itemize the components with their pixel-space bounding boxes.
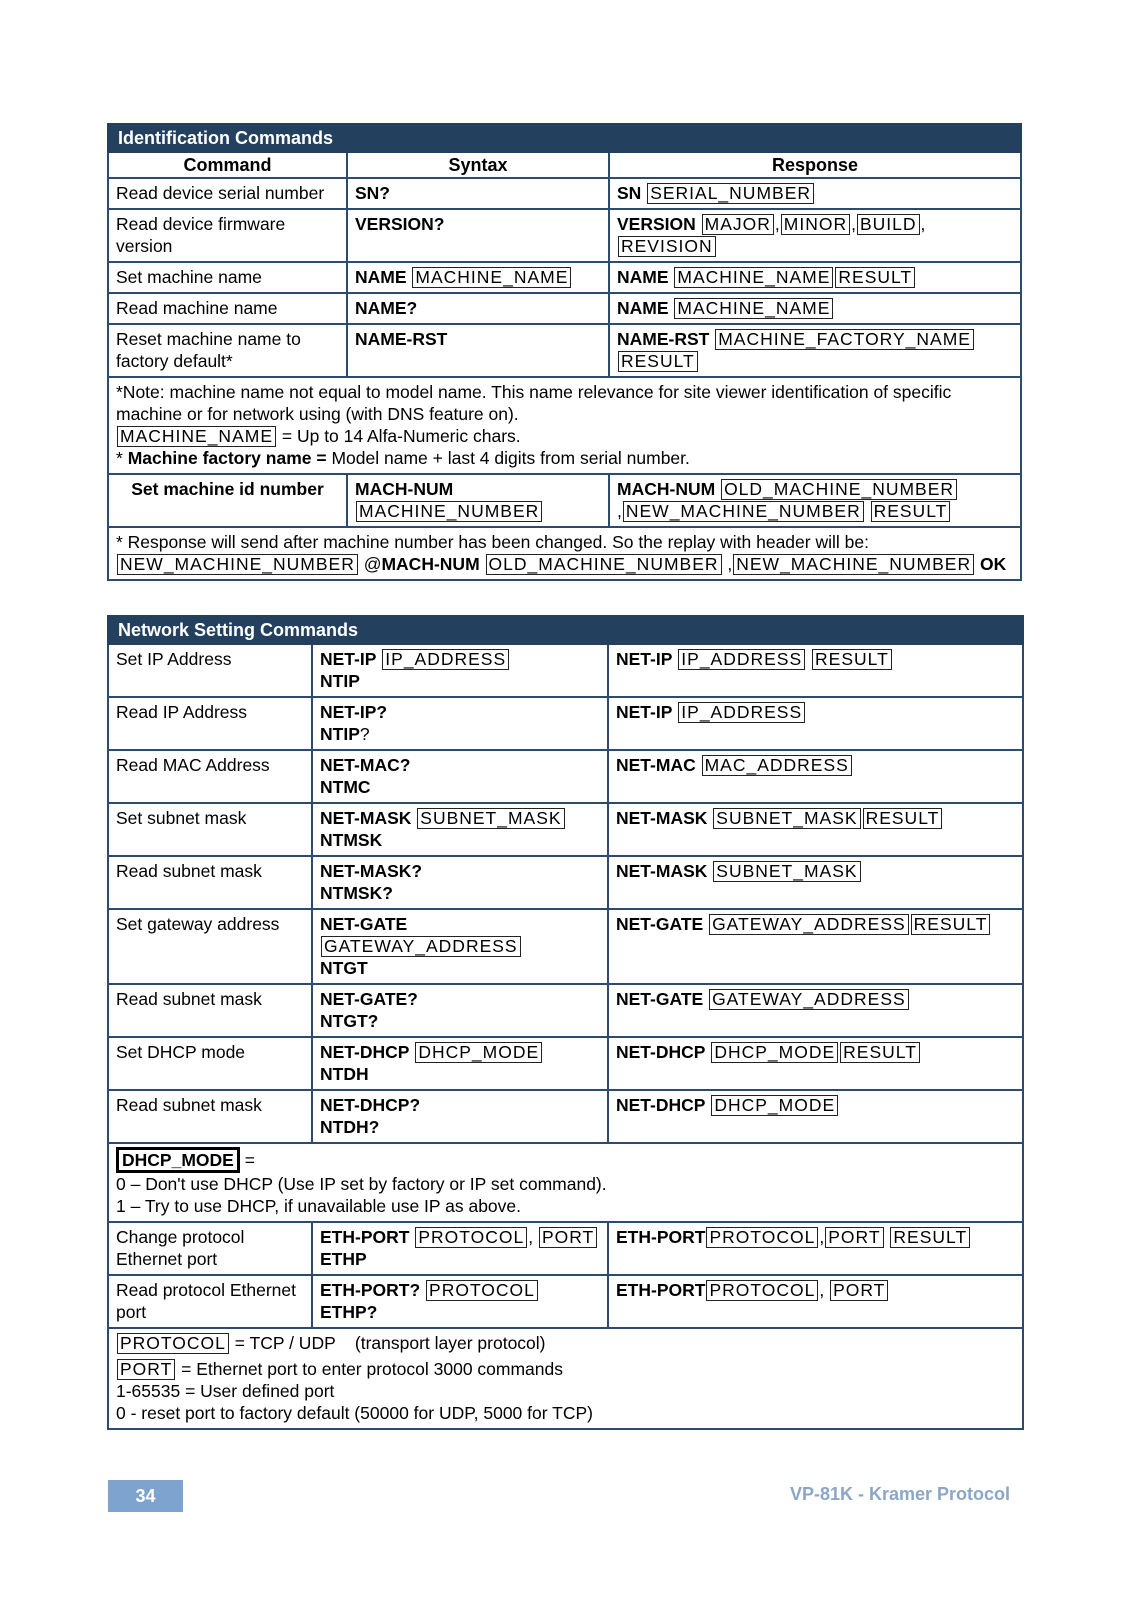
syntax-cell: [347, 474, 609, 527]
response-cell: [608, 803, 1023, 856]
note-desc: = TCP / UDP (transport layer protocol): [234, 1333, 546, 1353]
syntax-alias: NTIP: [320, 671, 360, 691]
command-cell: Read subnet mask: [108, 856, 312, 909]
response-keyword: NET-DHCP: [616, 1042, 706, 1062]
table-row: [108, 178, 1021, 209]
syntax-cell: SN?: [347, 178, 609, 209]
response-cell: [609, 262, 1021, 293]
table-row: [108, 324, 1021, 377]
response-keyword: NET-GATE: [616, 914, 704, 934]
param-box: OLD_MACHINE_NUMBER: [486, 554, 722, 575]
identification-commands-table: [107, 123, 1022, 581]
command-cell: Read protocol Ethernet port: [108, 1275, 312, 1328]
syntax-alias: ETHP: [320, 1249, 367, 1269]
note-text: 0 – Don't use DHCP (Use IP set by factory or IP set command).: [116, 1174, 607, 1194]
syntax-cell: [312, 803, 608, 856]
command-cell: Change protocol Ethernet port: [108, 1222, 312, 1275]
command-cell: Set gateway address: [108, 909, 312, 984]
table-row: [108, 262, 1021, 293]
syntax-keyword: NET-MASK?: [320, 861, 423, 881]
note-row: [108, 1143, 1023, 1222]
note-row: [108, 1328, 1023, 1429]
param-box: SERIAL_NUMBER: [647, 183, 814, 204]
note-desc: = Up to 14 Alfa-Numeric chars.: [281, 426, 521, 446]
syntax-alias: ETHP?: [320, 1302, 378, 1322]
table-row: [108, 909, 1023, 984]
syntax-alias: NTIP: [320, 724, 360, 744]
response-keyword: NET-DHCP: [616, 1095, 706, 1115]
note-desc: = Ethernet port to enter protocol 3000 commands: [181, 1359, 563, 1379]
command-cell: Read machine name: [108, 293, 347, 324]
command-cell: Read IP Address: [108, 697, 312, 750]
note-text: [116, 425, 1013, 447]
response-keyword: NET-GATE: [616, 989, 704, 1009]
syntax-keyword: NET-DHCP: [320, 1042, 410, 1062]
command-cell: Read subnet mask: [108, 1090, 312, 1143]
param-box: MACHINE_NAME: [674, 267, 833, 288]
syntax-keyword: NAME: [355, 267, 407, 287]
response-cell: ETH-PORT PROTOCOL , PORT RESULT: [608, 1222, 1023, 1275]
response-cell: [608, 750, 1023, 803]
syntax-keyword: MACH-NUM: [355, 479, 454, 499]
network-setting-commands-table: [107, 615, 1024, 1430]
param-box: PROTOCOL: [426, 1280, 538, 1301]
syntax-alias: NTDH?: [320, 1117, 380, 1137]
response-cell: VERSION MAJOR , MINOR , BUILD ,REVISION: [609, 209, 1021, 262]
response-cell: [609, 178, 1021, 209]
param-box: MINOR: [781, 214, 850, 235]
command-cell: Set DHCP mode: [108, 1037, 312, 1090]
response-keyword: MACH-NUM: [617, 479, 716, 499]
syntax-keyword: NET-DHCP?: [320, 1095, 421, 1115]
note-cell: [108, 527, 1021, 580]
syntax-cell: ETH-PORT PROTOCOL , PORT ETHP: [312, 1222, 608, 1275]
column-header-command: Command: [108, 152, 347, 178]
syntax-suffix: ?: [359, 724, 370, 744]
syntax-alias: NTMSK?: [320, 883, 393, 903]
response-cell: [609, 293, 1021, 324]
table-row: [108, 1222, 1023, 1275]
param-box: RESULT: [835, 267, 915, 288]
command-cell: Read device serial number: [108, 178, 347, 209]
note-cell: [108, 1143, 1023, 1222]
note-text: [116, 447, 1013, 469]
param-box: PROTOCOL: [415, 1227, 527, 1248]
table-row: [108, 209, 1021, 262]
page-number: 34: [108, 1480, 183, 1512]
param-box: DHCP_MODE: [116, 1147, 240, 1173]
table-row: [108, 1090, 1023, 1143]
note-text: * Response will send after machine number has been changed. So the replay with header will be:: [116, 532, 869, 552]
syntax-cell: [312, 644, 608, 697]
param-box: GATEWAY_ADDRESS: [709, 989, 909, 1010]
response-keyword: NAME: [617, 298, 669, 318]
param-box: MACHINE_NAME: [117, 426, 276, 447]
param-box: DHCP_MODE: [711, 1095, 838, 1116]
command-cell: Read subnet mask: [108, 984, 312, 1037]
param-box: SUBNET_MASK: [713, 861, 860, 882]
note-text: [116, 1332, 1015, 1354]
param-box: RESULT: [618, 351, 698, 372]
syntax-cell: [312, 750, 608, 803]
column-header-response: Response: [609, 152, 1021, 178]
param-box: RESULT: [812, 649, 892, 670]
syntax-alias: NTDH: [320, 1064, 369, 1084]
response-keyword: SN: [617, 183, 642, 203]
command-cell: Set machine id number: [108, 474, 347, 527]
note-text: [116, 1147, 1015, 1173]
response-cell: [608, 984, 1023, 1037]
column-header-syntax: Syntax: [347, 152, 609, 178]
note-bold: Machine factory name =: [127, 448, 327, 468]
syntax-keyword: NET-MAC?: [320, 755, 411, 775]
note-cell: [108, 377, 1021, 474]
param-box: BUILD: [857, 214, 920, 235]
param-box: SUBNET_MASK: [417, 808, 564, 829]
table-row: [108, 984, 1023, 1037]
syntax-cell: NAME?: [347, 293, 609, 324]
param-box: IP_ADDRESS: [382, 649, 509, 670]
response-cell: [608, 909, 1023, 984]
syntax-cell: [312, 697, 608, 750]
response-cell: [608, 644, 1023, 697]
equals-sign: =: [244, 1150, 255, 1170]
note-text: [116, 1358, 1015, 1380]
param-box: PROTOCOL: [117, 1333, 229, 1354]
response-keyword: ETH-PORT: [616, 1227, 706, 1247]
response-cell: ETH-PORT PROTOCOL , PORT: [608, 1275, 1023, 1328]
note-text: 0 - reset port to factory default (50000 for UDP, 5000 for TCP): [116, 1403, 593, 1423]
table-row: [108, 474, 1021, 527]
param-box: NEW_MACHINE_NUMBER: [733, 554, 974, 575]
table-title: Network Setting Commands: [108, 616, 1023, 644]
syntax-alias: NTMSK: [320, 830, 383, 850]
param-box: RESULT: [890, 1227, 970, 1248]
note-rest: Model name + last 4 digits from serial number.: [326, 448, 690, 468]
syntax-keyword: NET-IP: [320, 649, 377, 669]
syntax-cell: [312, 984, 608, 1037]
syntax-alias: NTMC: [320, 777, 371, 797]
param-box: MAJOR: [702, 214, 774, 235]
syntax-keyword: NET-GATE: [320, 914, 408, 934]
note-text: *Note: machine name not equal to model name. This name relevance for site viewer identification of specific machine or for network using (with DNS feature on).: [116, 382, 952, 424]
param-box: IP_ADDRESS: [678, 649, 805, 670]
response-keyword: NAME-RST: [617, 329, 710, 349]
param-box: MACHINE_NAME: [674, 298, 833, 319]
syntax-cell: [312, 1090, 608, 1143]
param-box: GATEWAY_ADDRESS: [321, 936, 521, 957]
table-row: [108, 856, 1023, 909]
response-cell: [609, 324, 1021, 377]
syntax-keyword: ETH-PORT: [320, 1227, 410, 1247]
response-cell: [608, 856, 1023, 909]
table-row: [108, 803, 1023, 856]
note-prefix: *: [116, 448, 128, 468]
note-text: NEW_MACHINE_NUMBER @MACH-NUM OLD_MACHINE_NUMBER , NEW_MACHINE_NUMBER OK: [116, 553, 1013, 575]
param-box: DHCP_MODE: [415, 1042, 542, 1063]
command-cell: Read device firmware version: [108, 209, 347, 262]
param-box: RESULT: [911, 914, 991, 935]
param-box: PORT: [825, 1227, 883, 1248]
param-box: MACHINE_FACTORY_NAME: [715, 329, 974, 350]
response-cell: MACH-NUM OLD_MACHINE_NUMBER , NEW_MACHINE_NUMBER RESULT: [609, 474, 1021, 527]
command-cell: Set IP Address: [108, 644, 312, 697]
syntax-cell: [312, 1275, 608, 1328]
table-row: [108, 750, 1023, 803]
param-box: OLD_MACHINE_NUMBER: [721, 479, 957, 500]
note-row: [108, 377, 1021, 474]
syntax-keyword: NET-GATE?: [320, 989, 418, 1009]
param-box: RESULT: [863, 808, 943, 829]
response-cell: [608, 1037, 1023, 1090]
syntax-alias: NTGT: [320, 958, 368, 978]
param-box: RESULT: [871, 501, 951, 522]
param-box: NEW_MACHINE_NUMBER: [623, 501, 864, 522]
response-keyword: VERSION: [617, 214, 696, 234]
command-cell: Set subnet mask: [108, 803, 312, 856]
param-box: SUBNET_MASK: [713, 808, 860, 829]
response-keyword: NET-IP: [616, 702, 673, 722]
syntax-cell: [347, 262, 609, 293]
param-box: PORT: [539, 1227, 597, 1248]
syntax-cell: [312, 1037, 608, 1090]
at-sign: @: [363, 554, 382, 574]
param-box: PORT: [117, 1359, 175, 1380]
response-keyword: NET-MAC: [616, 755, 696, 775]
response-keyword: NAME: [617, 267, 669, 287]
param-box: RESULT: [840, 1042, 920, 1063]
note-cell: [108, 1328, 1023, 1429]
table-row: [108, 293, 1021, 324]
response-cell: [608, 697, 1023, 750]
response-keyword: NET-MASK: [616, 808, 708, 828]
param-box: PROTOCOL: [706, 1227, 818, 1248]
response-keyword: NET-MASK: [616, 861, 708, 881]
response-keyword: NET-IP: [616, 649, 673, 669]
table-title: Identification Commands: [108, 124, 1021, 152]
param-box: REVISION: [618, 236, 716, 257]
param-box: MACHINE_NAME: [412, 267, 571, 288]
param-box: PROTOCOL: [706, 1280, 818, 1301]
syntax-alias: NTGT?: [320, 1011, 379, 1031]
syntax-cell: VERSION?: [347, 209, 609, 262]
syntax-keyword: ETH-PORT?: [320, 1280, 421, 1300]
note-row: [108, 527, 1021, 580]
response-keyword: ETH-PORT: [616, 1280, 706, 1300]
syntax-keyword: NET-MASK: [320, 808, 412, 828]
param-box: NEW_MACHINE_NUMBER: [117, 554, 358, 575]
note-text: 1 – Try to use DHCP, if unavailable use IP as above.: [116, 1196, 522, 1216]
param-box: DHCP_MODE: [711, 1042, 838, 1063]
response-keyword: MACH-NUM: [381, 554, 480, 574]
param-box: GATEWAY_ADDRESS: [709, 914, 909, 935]
footer-title: VP-81K - Kramer Protocol: [789, 1484, 1010, 1504]
syntax-cell: [312, 909, 608, 984]
syntax-cell: NAME-RST: [347, 324, 609, 377]
command-cell: Reset machine name to factory default*: [108, 324, 347, 377]
ok-keyword: OK: [979, 554, 1007, 574]
command-cell: Read MAC Address: [108, 750, 312, 803]
syntax-keyword: NET-IP?: [320, 702, 388, 722]
table-row: [108, 644, 1023, 697]
syntax-cell: [312, 856, 608, 909]
table-row: [108, 697, 1023, 750]
table-row: [108, 1275, 1023, 1328]
param-box: PORT: [830, 1280, 888, 1301]
table-row: [108, 1037, 1023, 1090]
param-box: IP_ADDRESS: [678, 702, 805, 723]
param-box: MACHINE_NUMBER: [356, 501, 542, 522]
response-cell: [608, 1090, 1023, 1143]
param-box: MAC_ADDRESS: [702, 755, 852, 776]
note-text: 1-65535 = User defined port: [116, 1381, 335, 1401]
command-cell: Set machine name: [108, 262, 347, 293]
